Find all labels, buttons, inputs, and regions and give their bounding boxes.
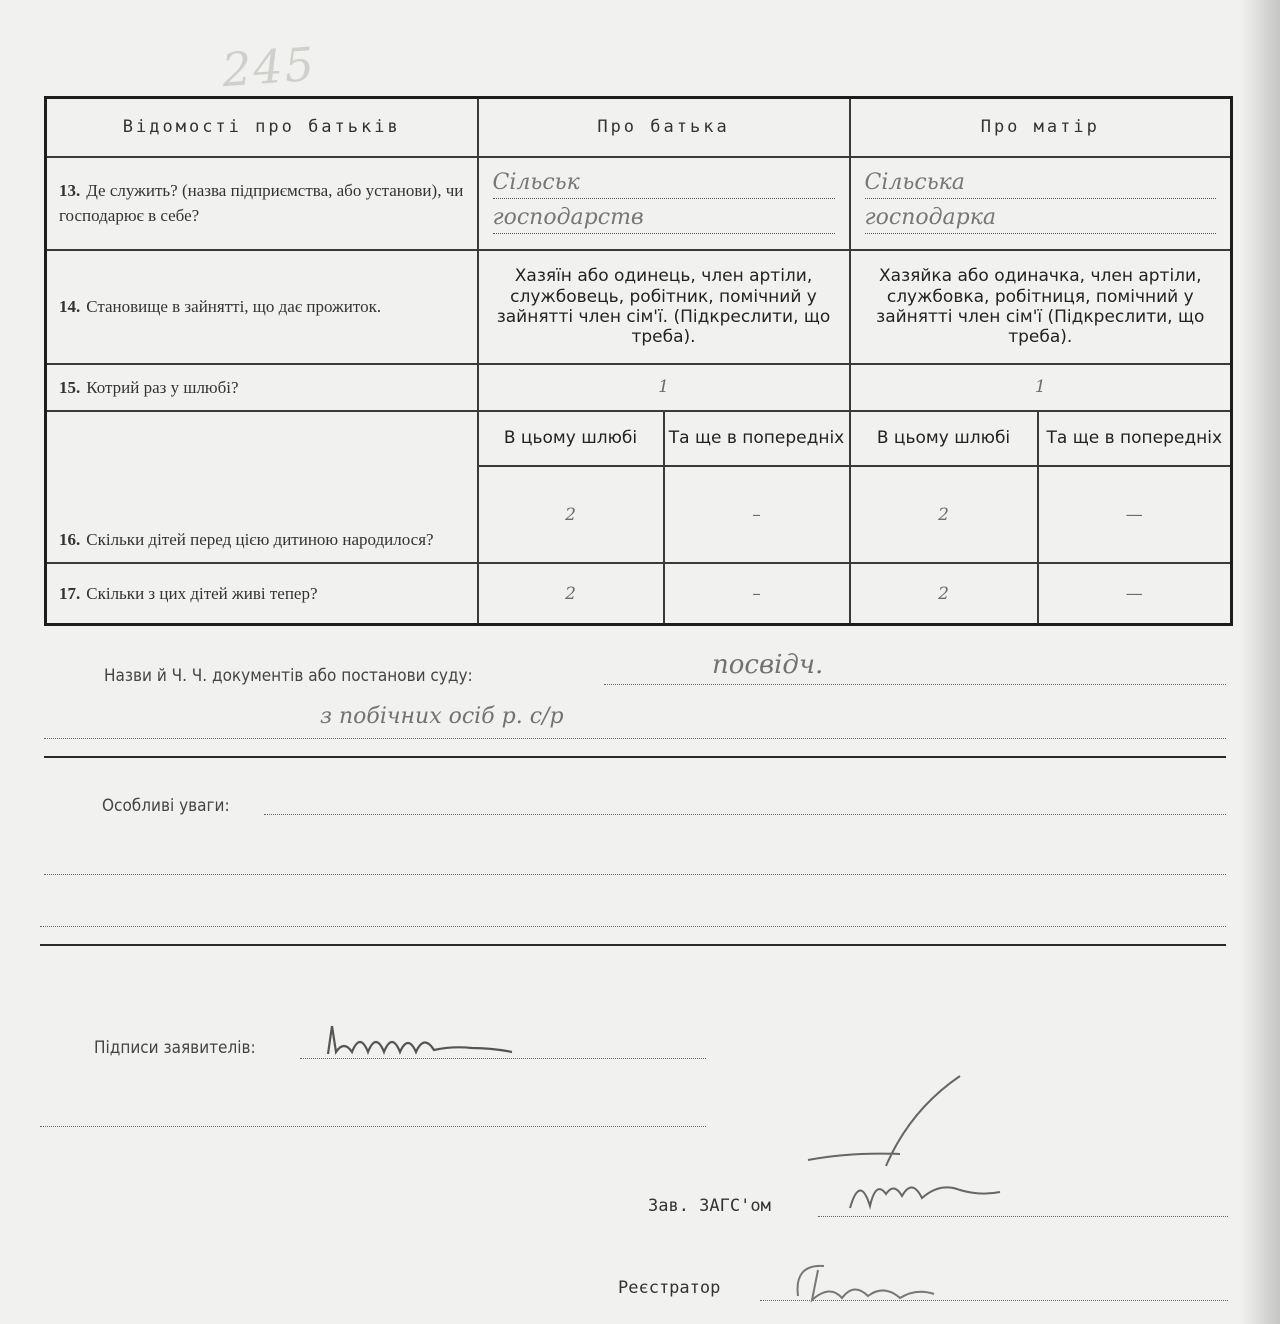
documents-handwriting-2: з побічних осіб р. с/р: [320, 704, 564, 729]
remarks-line-1: [264, 814, 1226, 815]
applicants-label: Підписи заявителів:: [94, 1038, 256, 1058]
applicants-line-2: [40, 1126, 706, 1127]
q16-father-this: 2: [478, 466, 664, 564]
head-signature: [790, 1070, 1020, 1220]
subheader-father-previous: Та ще в попередніх: [664, 411, 850, 466]
head-label: Зав. ЗАГС'ом: [648, 1196, 771, 1216]
q13-father-answer: [478, 157, 850, 251]
q14-father-options: Хазяїн або одинець, член артіли, службовець, робітник, помічний у зайнятті член сім'ї. (Підкреслити, що треба).: [478, 250, 850, 364]
q13-father-line2: господарств: [493, 203, 835, 234]
q16-mother-this: 2: [850, 466, 1038, 564]
documents-label: Назви й Ч. Ч. документів або постанови суду:: [104, 666, 473, 686]
remarks-line-3: [40, 926, 1226, 927]
q13-text: Де служить? (назва підприємства, або установи), чи господарює в себе?: [59, 180, 464, 226]
q17-mother-prev: —: [1038, 563, 1232, 624]
documents-line-1: [604, 684, 1226, 685]
q14-question: [46, 250, 478, 364]
registrar-signature: [784, 1254, 944, 1310]
row-q13: [46, 157, 1232, 251]
q16-text: Скільки дітей перед цією дитиною народилося?: [86, 529, 434, 549]
header-about-mother: Про матір: [850, 98, 1232, 157]
row-q15: [46, 364, 1232, 411]
q13-number: 13.: [59, 180, 81, 200]
documents-line-2: [44, 738, 1226, 739]
subheader-father-this-marriage: В цьому шлюбі: [478, 411, 664, 466]
q13-father-line1: Сільськ: [493, 168, 835, 199]
q15-question: [46, 364, 478, 411]
page-edge-shadow: [1240, 0, 1280, 1324]
q13-mother-line1: Сільська: [865, 168, 1217, 199]
remarks-divider: [40, 944, 1226, 946]
q17-father-prev: –: [664, 563, 850, 624]
q15-text: Котрий раз у шлюбі?: [86, 377, 239, 397]
q14-text: Становище в зайнятті, що дає прожиток.: [86, 297, 382, 317]
q15-number: 15.: [59, 377, 81, 397]
q13-question: [46, 157, 478, 251]
q14-number: 14.: [59, 297, 81, 317]
q17-father-this: 2: [478, 563, 664, 624]
q16-number: 16.: [59, 529, 81, 549]
applicant-signature: [322, 1018, 522, 1068]
q16-question: [46, 411, 478, 564]
registrar-label: Реєстратор: [618, 1278, 721, 1298]
row-subheaders: [46, 411, 1232, 466]
q15-father-answer: 1: [478, 364, 850, 411]
remarks-line-2: [44, 874, 1226, 875]
q13-mother-answer: [850, 157, 1232, 251]
parents-info-table: [44, 96, 1233, 626]
header-about-father: Про батька: [478, 98, 850, 157]
q17-mother-this: 2: [850, 563, 1038, 624]
subheader-mother-this-marriage: В цьому шлюбі: [850, 411, 1038, 466]
q17-question: [46, 563, 478, 624]
q15-mother-answer: 1: [850, 364, 1232, 411]
remarks-label: Особливі уваги:: [102, 796, 230, 816]
q13-mother-line2: господарка: [865, 203, 1217, 234]
table-header-row: [46, 98, 1232, 157]
row-q14: [46, 250, 1232, 364]
documents-handwriting-1: посвідч.: [712, 650, 824, 680]
q17-text: Скільки з цих дітей живі тепер?: [86, 583, 318, 603]
q16-father-prev: –: [664, 466, 850, 564]
q16-mother-prev: —: [1038, 466, 1232, 564]
row-q17: [46, 563, 1232, 624]
q17-number: 17.: [59, 583, 81, 603]
q14-mother-options: Хазяйка або одиначка, член артіли, службовка, робітниця, помічний у зайнятті член сім'ї (Підкреслити, що треба).: [850, 250, 1232, 364]
header-parents-info: Відомості про батьків: [46, 98, 478, 157]
documents-divider: [44, 756, 1226, 758]
subheader-mother-previous: Та ще в попередніх: [1038, 411, 1232, 466]
archive-number: 245: [220, 36, 318, 98]
